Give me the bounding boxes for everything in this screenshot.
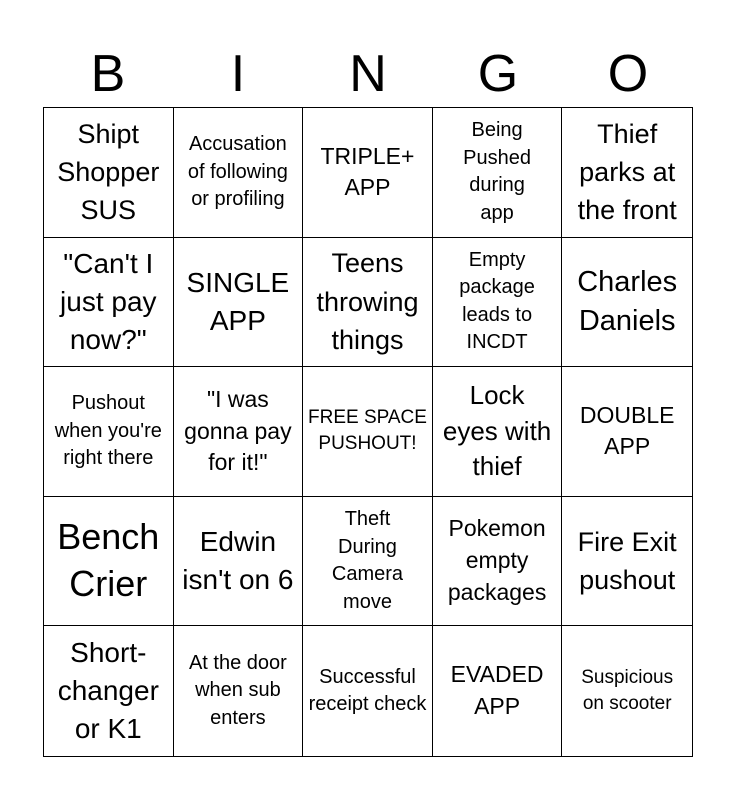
cell-text: Lock eyes with thief [442,379,552,482]
bingo-cell[interactable] [433,497,563,627]
bingo-cell[interactable] [562,497,692,627]
bingo-header [43,40,693,108]
bingo-cell[interactable] [303,238,433,368]
bingo-cell[interactable] [174,626,304,756]
header-letter-b: B [90,45,126,103]
bingo-cell[interactable] [174,367,304,497]
header-letter-i: I [230,45,246,103]
cell-text: At the door when sub enters [188,651,287,729]
bingo-cell[interactable] [562,367,692,497]
header-letter-o: O [607,45,649,103]
cell-text: Thief parks at the front [577,118,677,226]
bingo-cell[interactable] [303,367,433,497]
cell-text: Suspicious on scooter [581,666,674,715]
cell-text: Being Pushed during app [463,119,532,224]
bingo-cell[interactable] [174,108,304,238]
bingo-cell[interactable] [433,108,563,238]
cell-text: Charles Daniels [577,266,678,337]
cell-text: Bench Crier [57,516,160,605]
bingo-cell[interactable] [303,626,433,756]
cell-text: "I was gonna pay for it!" [184,385,292,476]
bingo-cell[interactable] [303,108,433,238]
cell-text: Pokemon empty packages [447,515,547,605]
cell-text: FREE SPACE PUSHOUT! [308,407,427,455]
cell-text: Theft During Camera move [331,507,404,613]
bingo-cell[interactable] [562,626,692,756]
cell-text: Fire Exit pushout [577,526,677,596]
cell-text: TRIPLE+ APP [320,142,415,201]
bingo-cell[interactable] [44,626,174,756]
cell-text: EVADED APP [450,661,544,720]
bingo-cell[interactable] [433,626,563,756]
bingo-cell[interactable] [303,497,433,627]
cell-text: "Can't I just pay now?" [60,247,157,355]
header-letter-g: G [477,45,519,103]
bingo-card-grid [43,107,693,757]
cell-text: SINGLE APP [186,266,290,336]
cell-text: Pushout when you're right there [54,392,162,470]
cell-text: Teens throwing things [316,248,419,356]
cell-text: Shipt Shopper SUS [57,118,160,226]
cell-text: Accusation of following or profiling [187,132,288,211]
bingo-cell[interactable] [562,238,692,368]
cell-text: Short-changer or K1 [57,637,159,745]
cell-text: Empty package leads to INCDT [459,248,535,354]
cell-text: Edwin isn't on 6 [182,526,294,596]
bingo-cell[interactable] [562,108,692,238]
bingo-cell[interactable] [44,238,174,368]
bingo-cell[interactable] [44,108,174,238]
bingo-cell[interactable] [174,238,304,368]
bingo-cell[interactable] [174,497,304,627]
bingo-cell[interactable] [44,367,174,497]
bingo-cell[interactable] [44,497,174,627]
bingo-cell[interactable] [433,238,563,368]
bingo-cell[interactable] [433,367,563,497]
header-letter-n: N [349,45,387,103]
cell-text: Successful receipt check [308,665,427,716]
cell-text: DOUBLE APP [579,401,675,460]
